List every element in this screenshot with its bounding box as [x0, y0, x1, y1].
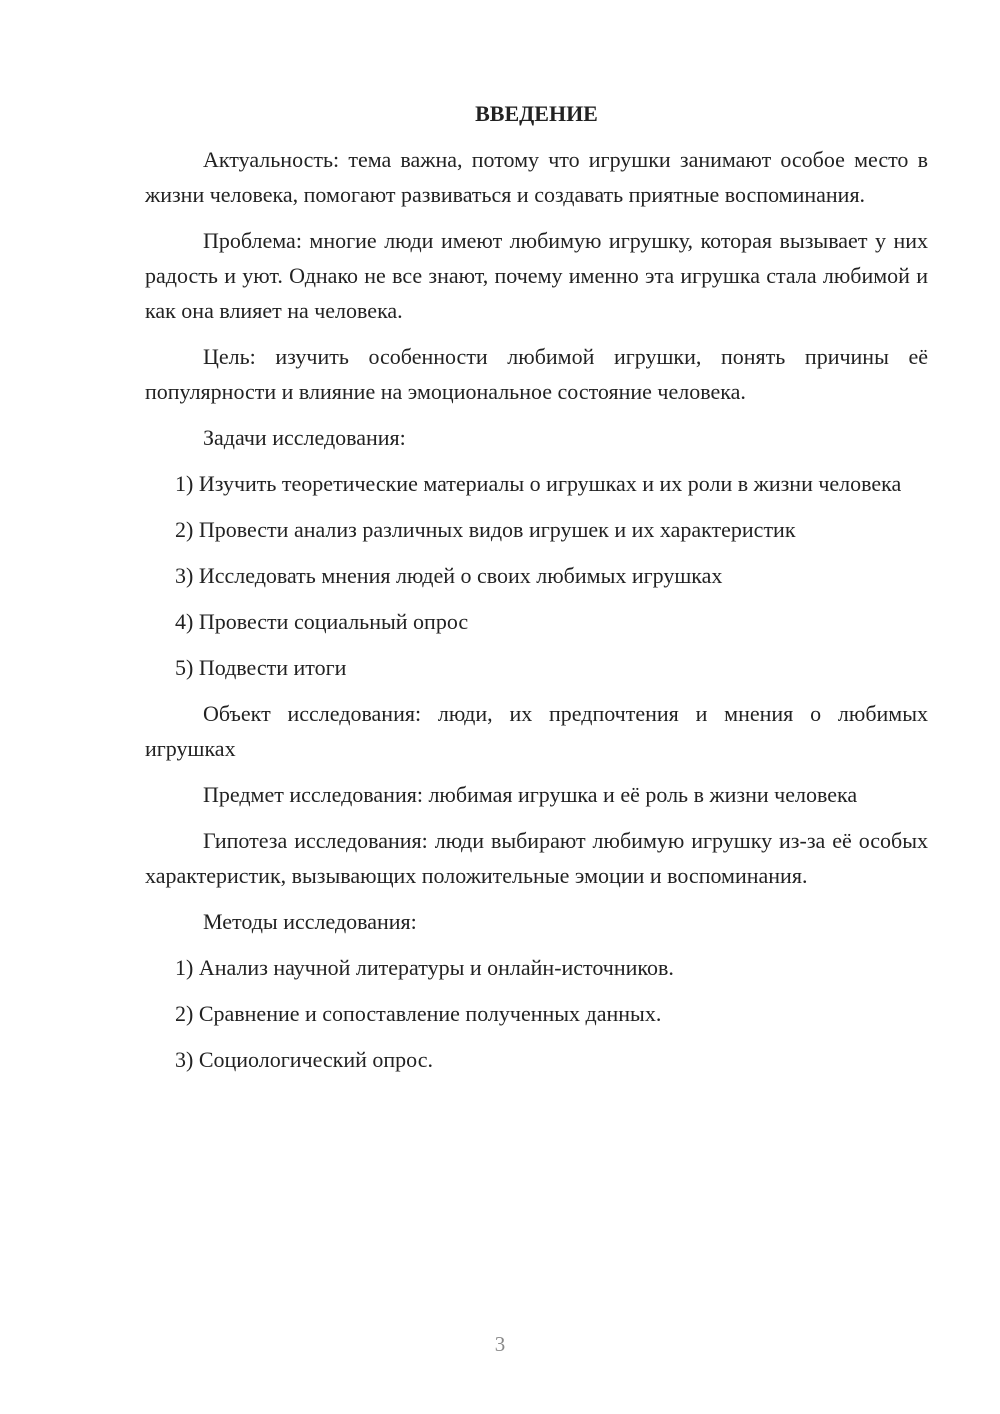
page-number: 3 [494, 1332, 506, 1356]
method-item: 3) Социологический опрос. [175, 1047, 433, 1072]
tasks-heading: Задачи исследования: [203, 425, 406, 450]
task-item: 5) Подвести итоги [175, 655, 347, 680]
section-title: ВВЕДЕНИЕ [475, 101, 598, 126]
paragraph-hypothesis: Гипотеза исследования: люди выбирают любимую игрушку из-за её особых характеристик, вызывающих положительные эмоции и воспоминания. [145, 828, 928, 888]
paragraph-subject: Предмет исследования: любимая игрушка и её роль в жизни человека [203, 782, 858, 807]
paragraph-actuality: Актуальность: тема важна, потому что игрушки занимают особое место в жизни человека, помогают развиваться и создавать приятные воспоминания. [145, 147, 928, 207]
document-page [145, 96, 928, 1088]
task-item: 4) Провести социальный опрос [175, 609, 469, 634]
paragraph-problem: Проблема: многие люди имеют любимую игрушку, которая вызывает у них радость и уют. Однако не все знают, почему именно эта игрушка стала любимой и как она влияет на человека. [145, 228, 928, 323]
task-item: 2) Провести анализ различных видов игрушек и их характеристик [175, 517, 796, 542]
task-item: 3) Исследовать мнения людей о своих любимых игрушках [175, 563, 723, 588]
method-item: 2) Сравнение и сопоставление полученных данных. [175, 1001, 662, 1026]
paragraph-object: Объект исследования: люди, их предпочтения и мнения о любимых игрушках [145, 701, 928, 761]
methods-heading: Методы исследования: [203, 909, 417, 934]
paragraph-goal: Цель: изучить особенности любимой игрушки, понять причины её популярности и влияние на эмоциональное состояние человека. [145, 344, 928, 404]
task-item: 1) Изучить теоретические материалы о игрушках и их роли в жизни человека [175, 471, 902, 496]
method-item: 1) Анализ научной литературы и онлайн-источников. [175, 955, 674, 980]
